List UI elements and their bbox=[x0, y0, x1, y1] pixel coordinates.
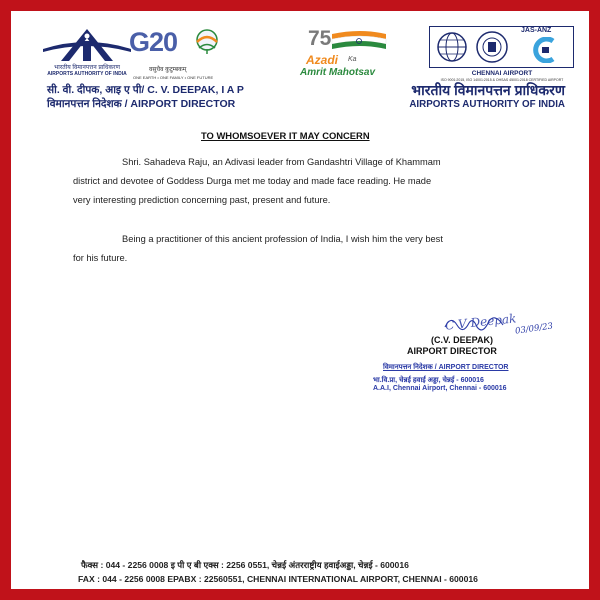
un-globe-icon bbox=[435, 30, 469, 64]
footer-english: FAX : 044 - 2256 0008 EPABX : 22560551, CHENNAI INTERNATIONAL AIRPORT, CHENNAI - 600016 bbox=[78, 574, 478, 584]
cert-iso-text: ISO 9001:2015, ISO 14001:2015 & OHSAS 45001:2018 CERTIFIED AIRPORT bbox=[440, 78, 564, 82]
aai-logo-hindi: भारतीय विमानपत्तन प्राधिकरण bbox=[54, 65, 120, 71]
stamp-line-3: A.A.I, Chennai Airport, Chennai - 600016 bbox=[373, 385, 507, 392]
paragraph-1 bbox=[73, 153, 573, 210]
aai-logo bbox=[41, 27, 133, 81]
paragraph-1-line-1: Shri. Sahadeva Raju, an Adivasi leader from Gandashtri Village of Khammam bbox=[122, 157, 441, 167]
sender-name: सी. वी. दीपक, आइ ए पी/ C. V. DEEPAK, I A P bbox=[47, 84, 244, 96]
jas-anz-c-icon bbox=[529, 37, 559, 63]
iso-badge-icon bbox=[475, 30, 509, 64]
org-name-english: AIRPORTS AUTHORITY OF INDIA bbox=[409, 99, 565, 110]
certification-block bbox=[425, 26, 579, 82]
signature-handwriting: C V Deepak bbox=[444, 311, 517, 333]
azadi-75: 75 bbox=[308, 27, 332, 50]
stamp-line-2: भा.वि.प्रा, चेन्नई हवाई अड्डा, चेन्नई - 600016 bbox=[373, 377, 484, 384]
g20-text: G20 bbox=[129, 27, 178, 57]
tricolor-flag-icon bbox=[330, 30, 388, 54]
paragraph-2-line-1: Being a practitioner of this ancient profession of India, I wish him the very best bbox=[122, 234, 443, 244]
sender-designation: विमानपत्तन निदेशक / AIRPORT DIRECTOR bbox=[47, 98, 236, 110]
paragraph-1-line-3: very interesting prediction concerning past, present and future. bbox=[73, 195, 331, 205]
azadi-logo bbox=[300, 29, 412, 85]
g20-hindi: वसुधैव कुटुम्बकम् bbox=[149, 67, 187, 73]
aai-logo-english: AIRPORTS AUTHORITY OF INDIA bbox=[47, 71, 127, 77]
paragraph-2-line-2: for his future. bbox=[73, 253, 128, 263]
letter-body bbox=[73, 153, 573, 268]
g20-logo bbox=[127, 25, 227, 83]
aai-emblem-icon bbox=[41, 27, 133, 63]
paragraph-1-line-2: district and devotee of Goddess Durga met me today and made face reading. He made bbox=[73, 176, 432, 186]
signature-date: 03/09/23 bbox=[514, 321, 554, 337]
azadi-line2: Amrit Mahotsav bbox=[300, 67, 376, 78]
azadi-ka: Ka bbox=[348, 56, 357, 63]
cert-airport-name: CHENNAI AIRPORT bbox=[471, 70, 533, 77]
stamp-line-1: विमानपत्तन निदेशक / AIRPORT DIRECTOR bbox=[383, 364, 509, 371]
org-name-hindi: भारतीय विमानपत्तन प्राधिकरण bbox=[411, 82, 565, 98]
jas-anz-badge: JAS-ANZ bbox=[521, 27, 552, 34]
signatory-designation: AIRPORT DIRECTOR bbox=[407, 346, 497, 356]
signatory-name: (C.V. DEEPAK) bbox=[431, 335, 494, 345]
letter-page bbox=[11, 11, 589, 589]
g20-tagline: ONE EARTH • ONE FAMILY • ONE FUTURE bbox=[133, 75, 214, 80]
footer-hindi: फैक्स : 044 - 2256 0008 इ पी ए बी एक्स : 2256 0551, चेन्नई अंतरराष्ट्रीय हवाईअड्डा, चेन्नई - 600016 bbox=[81, 560, 409, 570]
paragraph-2 bbox=[73, 230, 573, 268]
letter-title: TO WHOMSOEVER IT MAY CONCERN bbox=[201, 130, 370, 141]
g20-lotus-icon bbox=[193, 27, 221, 55]
azadi-line1: Azadi bbox=[306, 53, 339, 67]
